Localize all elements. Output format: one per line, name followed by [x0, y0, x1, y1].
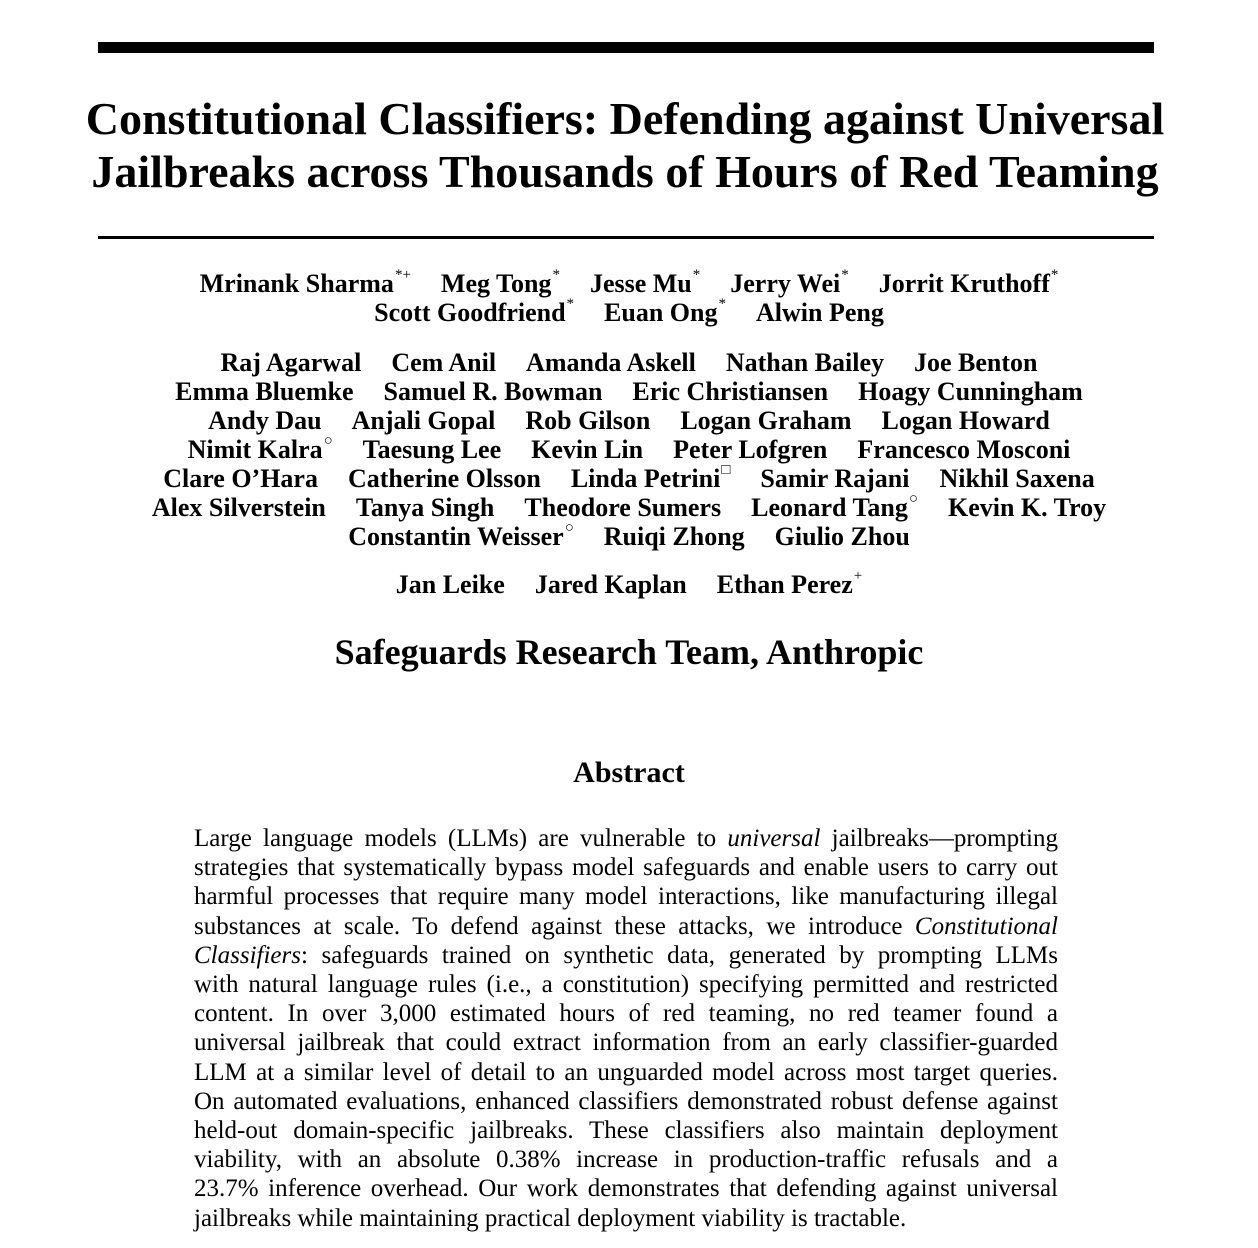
author-name: Constantin Weisser○	[348, 520, 574, 551]
author-name: Catherine Olsson	[347, 464, 541, 493]
author-name: Nimit Kalra○	[187, 433, 333, 464]
abstract-text: 23.7% inference overhead. Our work demonstrates that defending against universal	[194, 1175, 1058, 1203]
affiliation: Safeguards Research Team, Anthropic	[334, 632, 924, 672]
author-name: Anjali Gopal	[351, 406, 496, 435]
author-line	[60, 406, 1198, 435]
author-line	[60, 298, 1198, 327]
abstract-heading: Abstract	[573, 756, 685, 789]
paper-title-line: Jailbreaks across Thousands of Hours of Red Teaming	[91, 146, 1159, 197]
author-affiliation-mark: ○	[908, 491, 918, 508]
abstract-emphasis: universal	[727, 825, 821, 852]
abstract-line	[194, 1087, 1058, 1116]
author-affiliation-mark: *	[1050, 267, 1059, 284]
author-name: Logan Howard	[881, 406, 1050, 435]
author-name: Leonard Tang○	[751, 491, 918, 522]
author-affiliation-mark: ○	[323, 433, 333, 450]
author-name: Peter Lofgren	[673, 435, 828, 464]
author-name: Linda Petrini□	[570, 462, 731, 493]
abstract-text: content. In over 3,000 estimated hours of red teaming, no red teamer found a	[194, 1000, 1058, 1028]
author-name: Jorrit Kruthoff*	[878, 267, 1059, 298]
author-affiliation-mark: *+	[394, 267, 411, 284]
abstract-line	[194, 999, 1058, 1028]
author-line	[60, 522, 1198, 551]
abstract-text: viability, with an absolute 0.38% increase in production-traffic refusals and a	[194, 1146, 1058, 1174]
author-name: Jan Leike	[395, 570, 505, 599]
author-name: Ruiqi Zhong	[603, 522, 745, 551]
author-name: Taesung Lee	[362, 435, 502, 464]
abstract-line	[194, 1204, 1058, 1233]
author-name: Theodore Sumers	[524, 493, 722, 522]
abstract-body	[194, 824, 1058, 1233]
author-affiliation-mark: *	[841, 267, 849, 284]
author-line	[60, 348, 1198, 377]
author-affiliation-mark: *	[566, 296, 575, 313]
abstract-emphasis: Classifiers	[194, 941, 301, 969]
author-name: Alwin Peng	[756, 298, 884, 327]
author-name: Ethan Perez+	[716, 568, 863, 599]
author-name: Raj Agarwal	[220, 348, 362, 377]
author-name: Jesse Mu*	[589, 267, 701, 298]
author-name: Nathan Bailey	[725, 348, 884, 377]
author-line	[60, 269, 1198, 298]
author-affiliation-mark: ○	[564, 520, 574, 537]
abstract-line	[194, 941, 1058, 970]
title-top-rule	[98, 42, 1154, 53]
senior-authors-block	[60, 570, 1198, 599]
author-name: Jerry Wei*	[730, 267, 849, 298]
abstract-line	[194, 1116, 1058, 1145]
author-name: Meg Tong*	[440, 267, 560, 298]
abstract-text: On automated evaluations, enhanced classifiers demonstrated robust defense against	[194, 1087, 1058, 1115]
author-name: Cem Anil	[391, 348, 497, 377]
abstract-line	[194, 882, 1058, 911]
author-name: Rob Gilson	[525, 406, 651, 435]
abstract-emphasis: Constitutional	[914, 912, 1058, 940]
author-name: Euan Ong*	[604, 296, 726, 327]
abstract-text: held-out domain-specific jailbreaks. These classifiers also maintain deployment	[194, 1117, 1058, 1145]
author-name: Emma Bluemke	[175, 377, 354, 406]
author-line	[60, 493, 1198, 522]
author-name: Scott Goodfriend*	[374, 296, 575, 327]
author-name: Mrinank Sharma*+	[199, 267, 411, 298]
author-affiliation-mark: *	[692, 267, 701, 284]
paper-title-line: Constitutional Classifiers: Defending against Universal	[85, 93, 1165, 144]
abstract-text: strategies that systematically bypass model safeguards and enable users to carry out	[194, 854, 1058, 882]
abstract-text: universal jailbreak that could extract information from an early classifier-guarded	[194, 1029, 1058, 1057]
abstract-line	[194, 853, 1058, 882]
abstract-text: jailbreaks—prompting	[820, 825, 1058, 852]
contributors-block	[60, 348, 1198, 551]
author-name: Clare O’Hara	[163, 464, 318, 493]
author-name: Giulio Zhou	[774, 522, 910, 551]
author-name: Joe Benton	[914, 348, 1038, 377]
abstract-line	[194, 912, 1058, 941]
abstract-text: substances at scale. To defend against these attacks, we introduce	[194, 912, 915, 940]
author-name: Logan Graham	[680, 406, 852, 435]
author-affiliation-mark: *	[552, 267, 560, 284]
author-name: Eric Christiansen	[632, 377, 829, 406]
abstract-line	[194, 1058, 1058, 1087]
author-name: Alex Silverstein	[151, 493, 326, 522]
author-name: Nikhil Saxena	[939, 464, 1095, 493]
author-name: Tanya Singh	[355, 493, 495, 522]
abstract-text: harmful processes that require many model interactions, like manufacturing illegal	[194, 883, 1058, 911]
author-line	[60, 464, 1198, 493]
abstract-text: jailbreaks while maintaining practical deployment viability is tractable.	[194, 1204, 907, 1232]
author-name: Francesco Mosconi	[857, 435, 1071, 464]
abstract-text: Large language models (LLMs) are vulnerable to	[194, 825, 728, 852]
author-name: Jared Kaplan	[534, 570, 687, 599]
author-affiliation-mark: *	[718, 296, 726, 313]
author-name: Andy Dau	[208, 406, 322, 435]
abstract-text: LLM at a similar level of detail to an unguarded model across most target queries.	[194, 1058, 1058, 1086]
author-affiliation-mark: +	[853, 568, 863, 585]
author-line	[60, 435, 1198, 464]
author-line	[60, 570, 1198, 599]
title-bottom-rule	[98, 236, 1154, 239]
abstract-line	[194, 824, 1058, 853]
author-name: Samir Rajani	[760, 464, 910, 493]
author-name: Hoagy Cunningham	[858, 377, 1083, 406]
abstract-line	[194, 1145, 1058, 1174]
core-authors-block	[60, 269, 1198, 327]
author-name: Samuel R. Bowman	[383, 377, 603, 406]
author-line	[60, 377, 1198, 406]
author-name: Kevin K. Troy	[947, 493, 1107, 522]
paper-title	[60, 92, 1190, 198]
author-name: Kevin Lin	[531, 435, 644, 464]
abstract-line	[194, 1174, 1058, 1203]
author-affiliation-mark: □	[721, 462, 731, 479]
author-name: Amanda Askell	[526, 348, 696, 377]
abstract-line	[194, 1028, 1058, 1057]
abstract-text: with natural language rules (i.e., a constitution) specifying permitted and restricted	[194, 971, 1058, 999]
abstract-text: : safeguards trained on synthetic data, generated by prompting LLMs	[300, 941, 1058, 969]
abstract-line	[194, 970, 1058, 999]
